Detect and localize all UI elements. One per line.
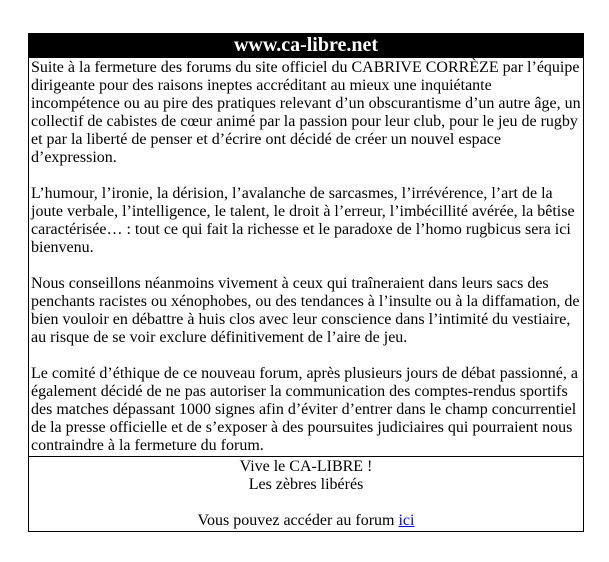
slogan-line-2: Les zèbres libérés: [248, 476, 364, 493]
intro-paragraph-4: Le comité d’éthique de ce nouveau forum, après plusieurs jours de débat passionné, a également décidé de ne pas autoriser la communication des comptes-rendus sportifs des matches dépassant 1000 signes afin d’éviter d’entrer dans le champ concurrentiel de la presse officielle et de s’exposer à des poursuites judiciaires qui pourraient nous contraindre à la fermeture du forum.: [31, 365, 578, 454]
site-title: www.ca-libre.net: [233, 34, 379, 56]
intro-paragraph-3: Nous conseillons néanmoins vivement à ceux qui traîneraient dans leurs sacs des penchants racistes ou xénophobes, ou des tendances à l’insulte ou à la diffamation, de bien vouloir en débattre à huis clos avec leur conscience dans l’intimité du vestiaire, au risque de se voir exclure définitivement de l’aire de jeu.: [31, 275, 580, 346]
slogan-line-1: Vive le CA-LIBRE !: [239, 458, 373, 475]
intro-paragraph-2: L’humour, l’ironie, la dérision, l’avalanche de sarcasmes, l’irrévérence, l’art de la joute verbale, l’intelligence, le talent, le droit à l’erreur, l’imbécillité avérée, la bêtise caractérisée… : tout ce qui fait la richesse et le paradoxe de l’homo rugbicus sera ici bienvenu.: [31, 185, 575, 256]
spacer-line: [31, 494, 581, 512]
forum-access-line: [31, 512, 581, 530]
intro-text-box: [28, 57, 584, 457]
intro-paragraph-1: Suite à la fermeture des forums du site officiel du CABRIVE CORRÈZE par l’équipe dirigeante pour des raisons ineptes accréditant au mieux une inquiétante incompétence ou au pire des pratiques relevant d’un obscurantisme d’un autre âge, un collectif de cabistes de cœur animé par la passion pour leur club, pour le jeu de rugby et par la liberté de penser et d’écrire ont décidé de créer un nouvel espace d’expression.: [31, 59, 581, 166]
footer-box: [28, 457, 584, 532]
forum-access-text: Vous pouvez accéder au forum: [197, 512, 395, 529]
forum-link[interactable]: ici: [398, 512, 415, 529]
site-banner: [28, 33, 584, 57]
page-container: [28, 33, 584, 532]
